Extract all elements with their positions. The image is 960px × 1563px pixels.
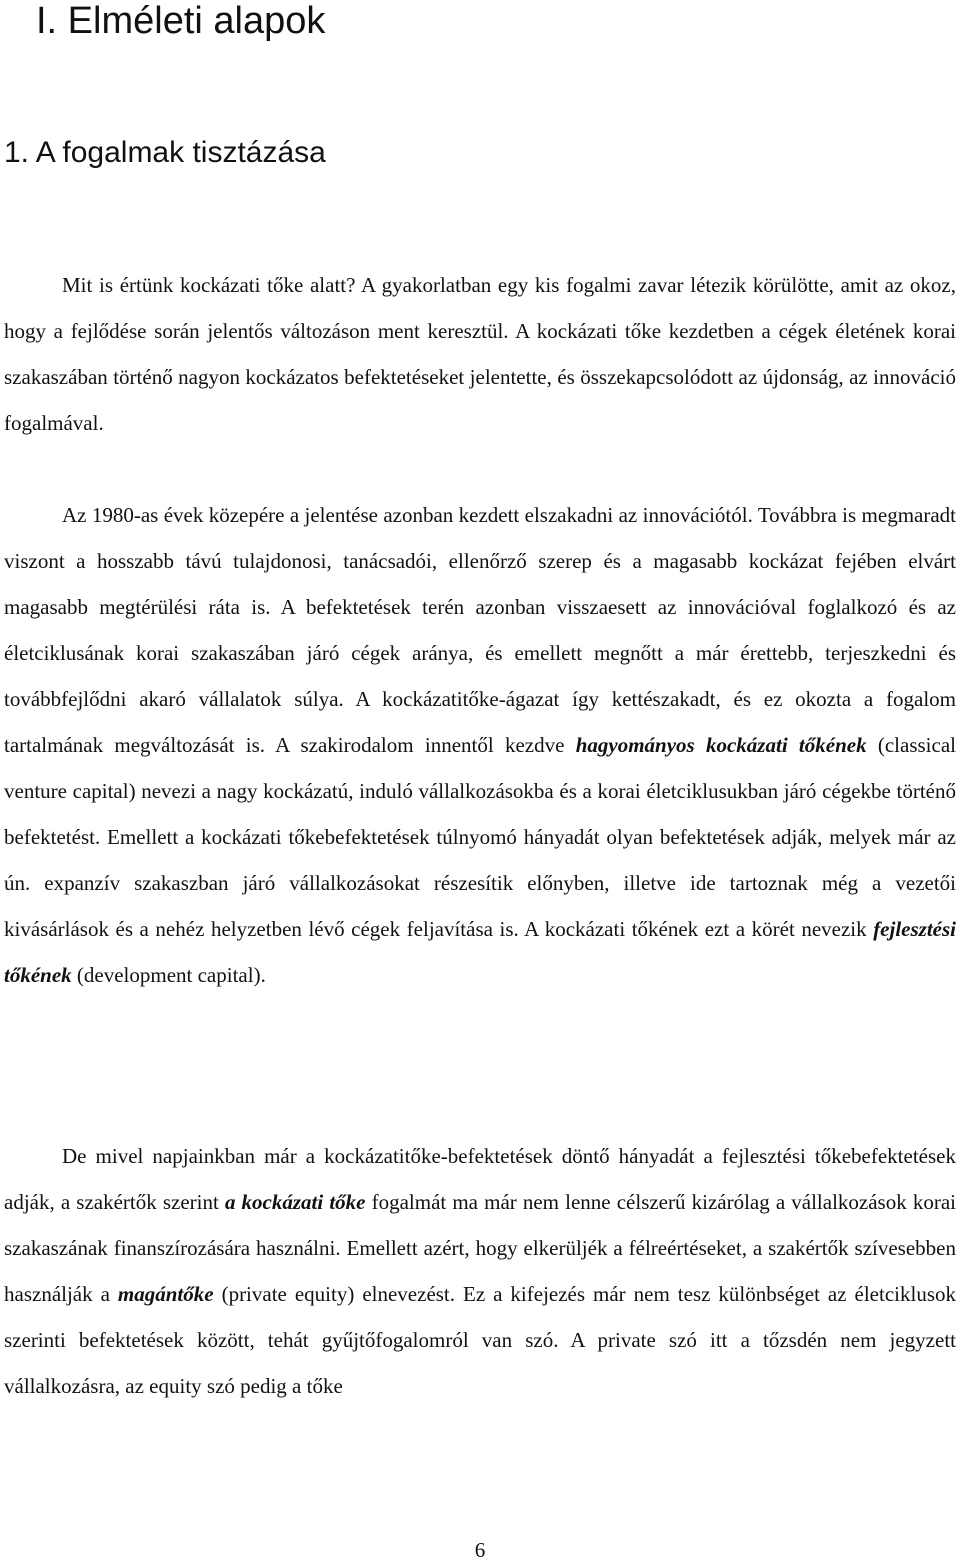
paragraph-3-text-a: De mivel napjainkban már a kockázatitőke-befektetések döntő hányadát a fejlesztési tőkebefektetések adják, a szakértők szerint xyxy=(4,1144,956,1214)
section-heading: 1. A fogalmak tisztázása xyxy=(4,136,326,169)
paragraph-2-text-c: (development capital). xyxy=(71,963,266,987)
term-development-capital: fejlesztési tőkének xyxy=(4,917,956,987)
term-venture-capital: a kockázati tőke xyxy=(224,1190,366,1214)
paragraph-2 xyxy=(4,492,956,998)
chapter-heading: I. Elméleti alapok xyxy=(36,0,326,42)
paragraph-3-text-b: fogalmát ma már nem lenne célszerű kizárólag a vállalkozások korai szakaszának finanszírozására használni. Emellett azért, hogy elkerüljék a félreértéseket, a szakértők szívesebben használják a xyxy=(4,1190,956,1306)
page-number: 6 xyxy=(474,1538,486,1562)
term-private-equity: magántőke xyxy=(117,1282,214,1306)
term-classical-venture-capital: hagyományos kockázati tőkének xyxy=(575,733,867,757)
paragraph-3 xyxy=(4,1133,956,1409)
paragraph-2-text-b: (classical venture capital) nevezi a nagy kockázatú, induló vállalkozásokba és a korai életciklusukban járó cégekbe történő befektetést. Emellett a kockázati tőkebefektetések túlnyomó hányadát olyan befektetések adják, melyek már az ún. expanzív szakaszban járó vállalkozásokat részesítik előnyben, illetve ide tartoznak még a vezetői kivásárlások és a nehéz helyzetben lévő cégek feljavítása is. A kockázati tőkének ezt a körét nevezik xyxy=(4,733,956,941)
paragraph-2-text-a: Az 1980-as évek közepére a jelentése azonban kezdett elszakadni az innovációtól. Továbbra is megmaradt viszont a hosszabb távú tulajdonosi, tanácsadói, ellenőrző szerep és a magasabb kockázat fejében elvárt magasabb megtérülési ráta is. A befektetések terén azonban visszaesett az innovációval foglalkozó és az életciklusának korai szakaszában járó cégek aránya, és emellett megnőtt a már érettebb, terjeszkedni és továbbfejlődni akaró vállalatok súlya. A kockázatitőke-ágazat így kettészakadt, és ez okozta a fogalom tartalmának megváltozását is. A szakirodalom innentől kezdve xyxy=(4,503,956,757)
paragraph-1 xyxy=(4,262,956,446)
paragraph-1-text: Mit is értünk kockázati tőke alatt? A gyakorlatban egy kis fogalmi zavar létezik körülötte, amit az okoz, hogy a fejlődése során jelentős változáson ment keresztül. A kockázati tőke kezdetben a cégek életének korai szakaszában történő nagyon kockázatos befektetéseket jelentette, és összekapcsolódott az újdonság, az innováció fogalmával. xyxy=(4,273,956,435)
paragraph-3-text-c: (private equity) elnevezést. Ez a kifejezés már nem tesz különbséget az életciklusok szerinti befektetések között, tehát gyűjtőfogalomról van szó. A private szó itt a tőzsdén nem jegyzett vállalkozásra, az equity szó pedig a tőke xyxy=(4,1282,956,1398)
